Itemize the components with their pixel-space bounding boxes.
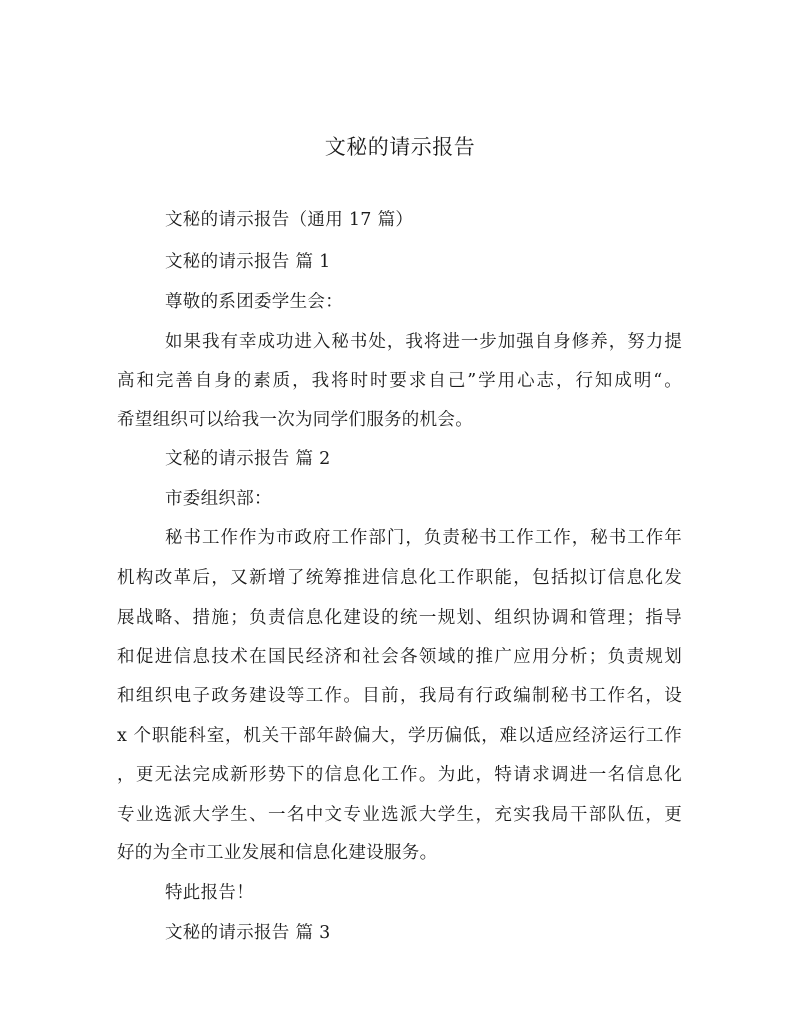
paragraph-line: 秘书工作作为市政府工作部门，负责秘书工作工作，秘书工作年 xyxy=(165,528,682,548)
paragraph-line: ，更无法完成新形势下的信息化工作。为此，特请求调进一名信息化 xyxy=(117,765,682,785)
closing-line: 特此报告！ xyxy=(165,883,254,903)
document-subtitle: 文秘的请示报告（通用 17 篇） xyxy=(165,210,414,230)
paragraph-line: 和组织电子政务建设等工作。目前，我局有行政编制秘书工作名，设 xyxy=(117,686,682,706)
paragraph-line: 专业选派大学生、一名中文专业选派大学生，充实我局干部队伍，更 xyxy=(117,805,682,825)
paragraph-line: x 个职能科室，机关干部年龄偏大，学历偏低，难以适应经济运行工作 xyxy=(117,726,682,746)
section-heading-3: 文秘的请示报告 篇 3 xyxy=(165,923,331,943)
salutation-1: 尊敬的系团委学生会： xyxy=(165,292,343,312)
paragraph-line: 和促进信息技术在国民经济和社会各领域的推广应用分析；负责规划 xyxy=(117,647,682,667)
document-title: 文秘的请示报告 xyxy=(324,135,476,159)
section-heading-2: 文秘的请示报告 篇 2 xyxy=(165,449,331,469)
section-heading-1: 文秘的请示报告 篇 1 xyxy=(165,252,331,272)
paragraph-line: 希望组织可以给我一次为同学们服务的机会。 xyxy=(117,410,473,430)
paragraph-line: 好的为全市工业发展和信息化建设服务。 xyxy=(117,843,438,863)
paragraph-line: 高和完善自身的素质，我将时时要求自己”学用心志，行知成明“。 xyxy=(117,371,682,391)
paragraph-line: 机构改革后，又新增了统筹推进信息化工作职能，包括拟订信息化发 xyxy=(117,568,682,588)
salutation-2: 市委组织部： xyxy=(165,489,272,509)
paragraph-line: 展战略、措施；负责信息化建设的统一规划、组织协调和管理；指导 xyxy=(117,608,682,628)
paragraph-line: 如果我有幸成功进入秘书处，我将进一步加强自身修养，努力提 xyxy=(165,332,682,352)
